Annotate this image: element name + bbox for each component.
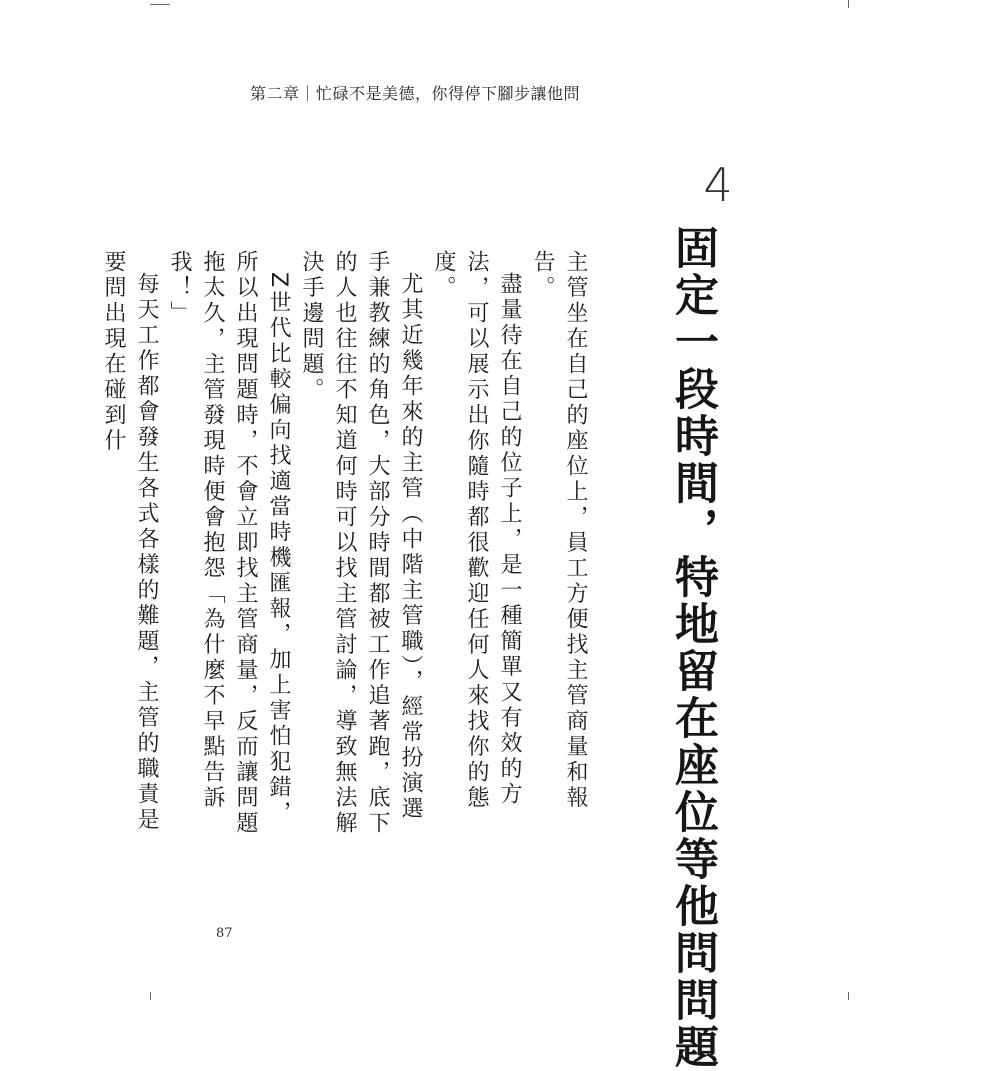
- crop-mark-bottom-left: [150, 992, 151, 1000]
- chapter-title: 固定一段時間，特地留在座位等他問問題: [667, 225, 718, 1071]
- crop-mark-top-left: [150, 4, 170, 5]
- paragraph: 尤其近幾年來的主管（中階主管職），經常扮演選手兼教練的角色，大部分時間都被工作追著跑，底下的人也往往不知道何時可以找主管討論，導致無法解決手邊問題。: [299, 250, 423, 837]
- crop-mark-top-right: [848, 0, 849, 8]
- paragraph: Z世代比較偏向找適當時機匯報，加上害怕犯錯，所以出現問題時，不會立即找主管商量，反而讓問題拖太久，主管發現時便會抱怨「為什麼不早點告訴我！」: [167, 250, 291, 837]
- page-number: 87: [216, 926, 233, 941]
- paragraph: 每天工作都會發生各式各樣的難題，主管的職責是要問出現在碰到什: [101, 250, 159, 833]
- body-text: [101, 250, 592, 840]
- paragraph: 主管坐在自己的座位上，員工方便找主管商量和報告。: [530, 250, 588, 811]
- crop-mark-bottom-right: [848, 992, 849, 1000]
- running-head: 第二章｜忙碌不是美德，你得停下腳步讓他問: [250, 84, 581, 103]
- paragraph: 盡量待在自己的位子上，是一種簡單又有效的方法，可以展示出你隨時都很歡迎任何人來找你的態度。: [431, 250, 522, 811]
- chapter-number: 4: [703, 158, 733, 212]
